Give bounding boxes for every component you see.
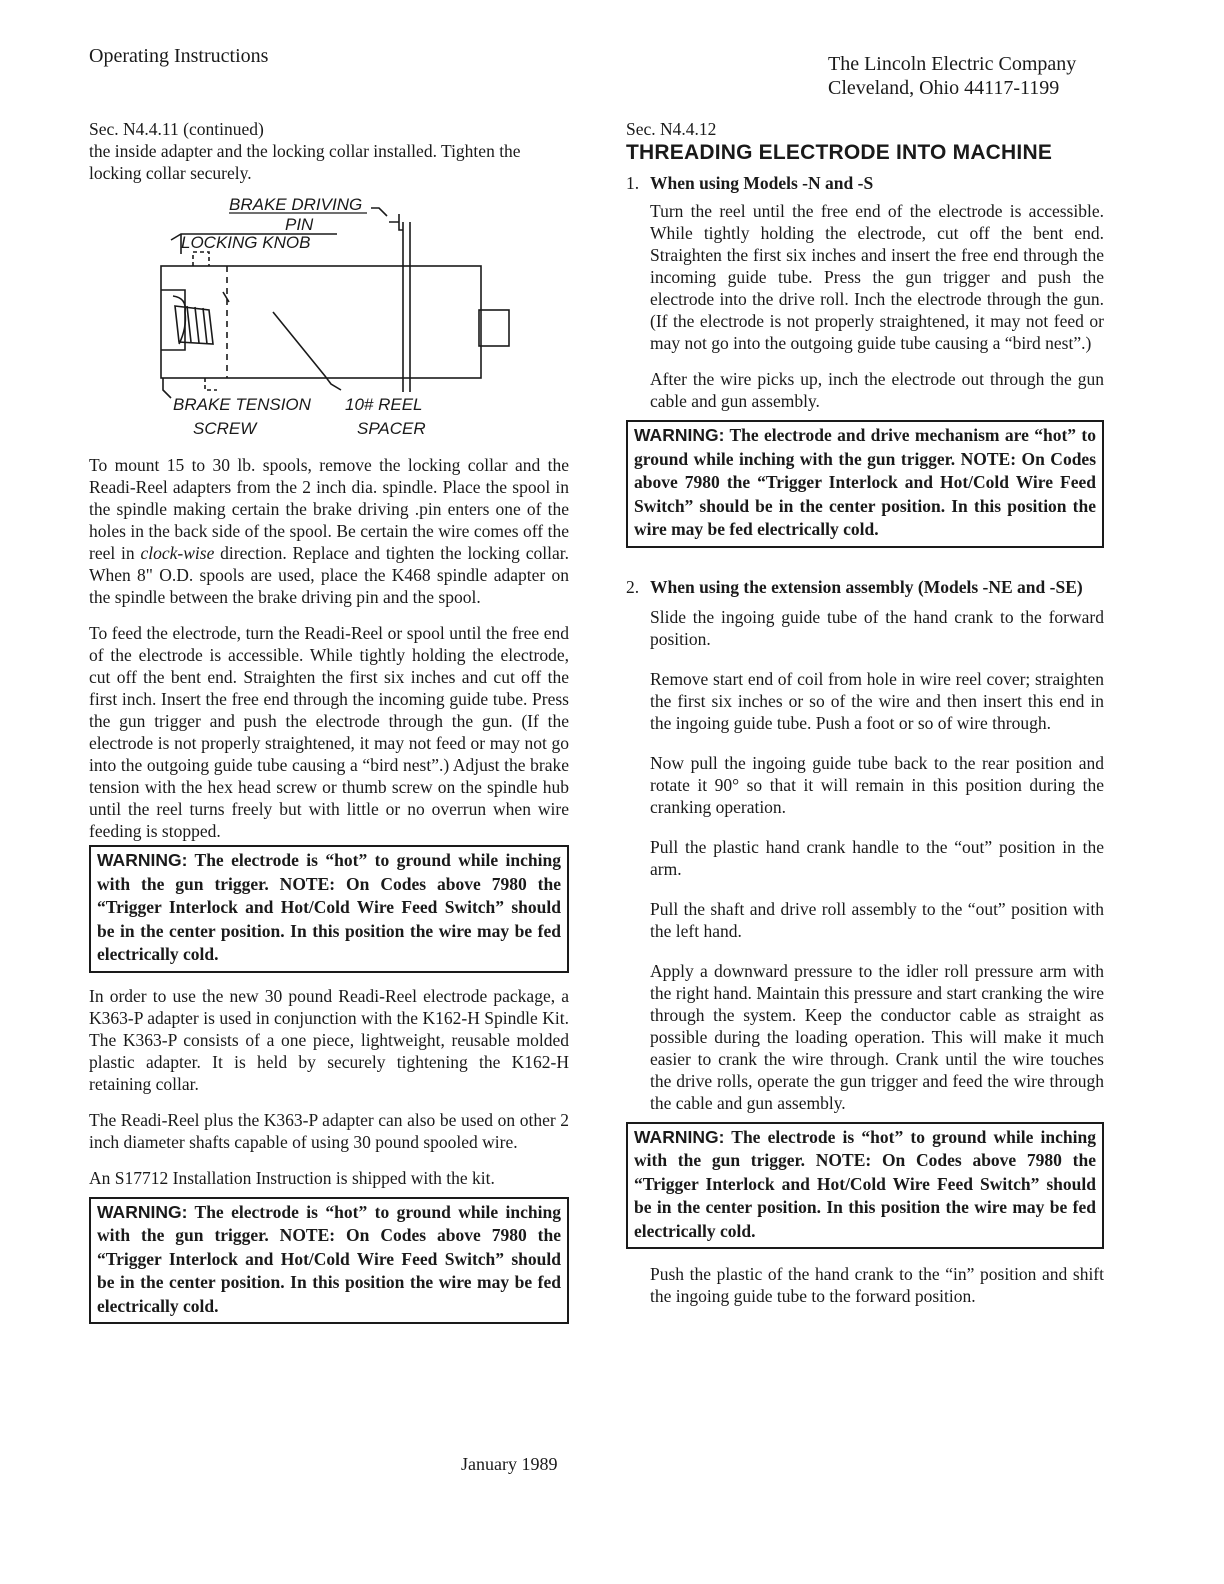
bottom-dash [205,378,217,390]
warning-label: WARNING: [634,1126,725,1147]
brake-pin-head [389,214,403,230]
feeding-paragraph: To feed the electrode, turn the Readi-Reel or spool until the free end of the electrode is accessible. While tightly holding the electrode, cut off the bent end. Straighten the first six inches and cut off the first inch. Insert the free end through the incoming guide tube. Press the gun trigger and push the electrode through the gun. (If the electrode is not properly straightened, it may not feed or may not go into the outgoing guide tube causing a “bird nest”.) Adjust the brake tension with the hex head screw or thumb screw on the spindle hub until the reel turns freely but with little or no overrun when wire feeding is stopped. [89,623,569,841]
step-2-paragraph-7: Push the plastic of the hand crank to the “in” position and shift the ingoing guide tube to the forward position. [650,1264,1104,1306]
clockwise-emphasis: clock-wise [140,543,215,563]
tension-leader [163,378,171,398]
warning-box-right-2: WARNING: The electrode is “hot” to ground while inching with the gun trigger. NOTE: On Codes above 7980 the “Trigger Interlock and Hot/Cold Wire Feed Switch” should be in the center position. In this position the wire may be fed electrically cold. [626,1122,1104,1250]
left-column [89,118,569,1324]
footer-date: January 1989 [461,1454,558,1474]
section-label-left: Sec. N4.4.11 (continued) [89,119,264,139]
warning-box-left-2: WARNING: The electrode is “hot” to ground while inching with the gun trigger. NOTE: On Codes above 7980 the “Trigger Interlock and Hot/Cold Wire Feed Switch” should be in the center position. In this position the wire may be fed electrically cold. [89,1197,569,1325]
label-brake-driving: BRAKE DRIVING [229,195,363,214]
header-address: Cleveland, Ohio 44117-1199 [828,77,1060,99]
label-brake-tension: BRAKE TENSION [173,395,311,414]
header-left-title: Operating Instructions [89,45,269,67]
label-pin: PIN [285,215,314,234]
brake-arrow [223,292,229,302]
step-2-paragraph-1: Slide the ingoing guide tube of the hand crank to the forward position. [650,606,1104,649]
warning-label: WARNING: [97,1201,188,1222]
label-spacer: SPACER [357,419,426,438]
step-1-heading: 1. When using Models -N and -S [626,173,874,193]
step-1-followup: After the wire picks up, inch the electrode out through the gun cable and gun assembly. [650,369,1104,411]
installation-paragraph: An S17712 Installation Instruction is shipped with the kit. [89,1167,495,1188]
pin-leader [371,208,387,216]
readi-reel-paragraph: In order to use the new 30 pound Readi-Reel electrode package, a K363-P adapter is used in conjunction with the K162-H Spindle Kit. The K363-P consists of a one piece, lightweight, reusable molded plastic adapter. It is held by securely tightening the K162-H retaining collar. [89,985,569,1094]
intro-paragraph: the inside adapter and the locking collar installed. Tighten the locking collar securely. [89,141,521,183]
adapter-paragraph: The Readi-Reel plus the K363-P adapter can also be used on other 2 inch diameter shafts capable of using 30 pound spooled wire. [89,1109,569,1152]
right-column [626,118,1104,1307]
step-2-paragraph-6: Apply a downward pressure to the idler roll pressure arm with the right hand. Maintain this pressure and start cranking the wire through the system. Keep the conductor cable as straight as possible during the loading operation. This will make it much easier to crank the wire through. Crank until the wire touches the drive rolls, operate the gun trigger and feed the wire through the cable and gun assembly. [650,960,1104,1113]
knob-dash [193,252,209,266]
step-2-paragraph-5: Pull the shaft and drive roll assembly to the “out” position with the left hand. [650,898,1104,941]
header-company: The Lincoln Electric Company [828,53,1077,75]
warning-box-right-1: WARNING: The electrode and drive mechanism are “hot” to ground while inching with the gun trigger. NOTE: On Codes above 7980 the “Trigger Interlock and Hot/Cold Wire Feed Switch” should be in the center position. In this position the wire may be fed electrically cold. [626,420,1104,548]
section-label-right: Sec. N4.4.12 [626,119,717,139]
warning-label: WARNING: [634,425,725,445]
step-1-paragraph: Turn the reel until the free end of the electrode is accessible. While tightly holding the electrode, cut off the bent end. Straighten the first six inches and insert the free end through the incoming guide tube. Press the gun trigger and push the electrode into the drive roll. Inch the electrode through the gun. (If the electrode is not properly straightened, it may not feed or may not go into the outgoing guide tube causing a “bird nest”.) [650,201,1104,353]
spindle-diagram-svg [89,194,569,442]
label-locking-knob: LOCKING KNOB [181,233,311,252]
thread-lines [187,306,207,344]
spindle-body [161,266,481,378]
step-2-paragraph-3: Now pull the ingoing guide tube back to the rear position and rotate it 90° so that it will remain in this position during the cranking operation. [650,752,1104,817]
label-screw: SCREW [193,419,257,438]
warning-box-left-1: WARNING: The electrode is “hot” to ground while inching with the gun trigger. NOTE: On Codes above 7980 the “Trigger Interlock and Hot/Cold Wire Feed Switch” should be in the center position. In this position the wire may be fed electrically cold. [89,845,569,973]
spindle-diagram [89,194,569,442]
warning-label: WARNING: [97,850,188,870]
step-2-paragraph-2: Remove start end of coil from hole in wire reel cover; straighten the first six inches or so of the wire and then insert this end in the ingoing guide tube. Push a foot or so of wire through. [650,668,1104,733]
spindle-hub [479,310,509,346]
section-title: THREADING ELECTRODE INTO MACHINE [626,141,1053,164]
label-reel: 10# REEL [345,395,423,414]
step-2-heading: 2. When using the extension assembly (Models -NE and -SE) [626,576,1083,597]
step-2-paragraph-4: Pull the plastic hand crank handle to the “out” position in the arm. [650,836,1104,879]
mounting-paragraph: To mount 15 to 30 lb. spools, remove the locking collar and the Readi-Reel adapters from the 2 inch dia. spindle. Place the spool in the spindle making certain the brake driving .pin enters one of the holes in the back side of the spool. Be certain the wire comes off the reel in clock-wise direction. Replace and tighten the locking collar. When 8" O.D. spools are used, place the K468 spindle adapter on the spindle between the brake driving pin and the spool. [89,455,569,607]
